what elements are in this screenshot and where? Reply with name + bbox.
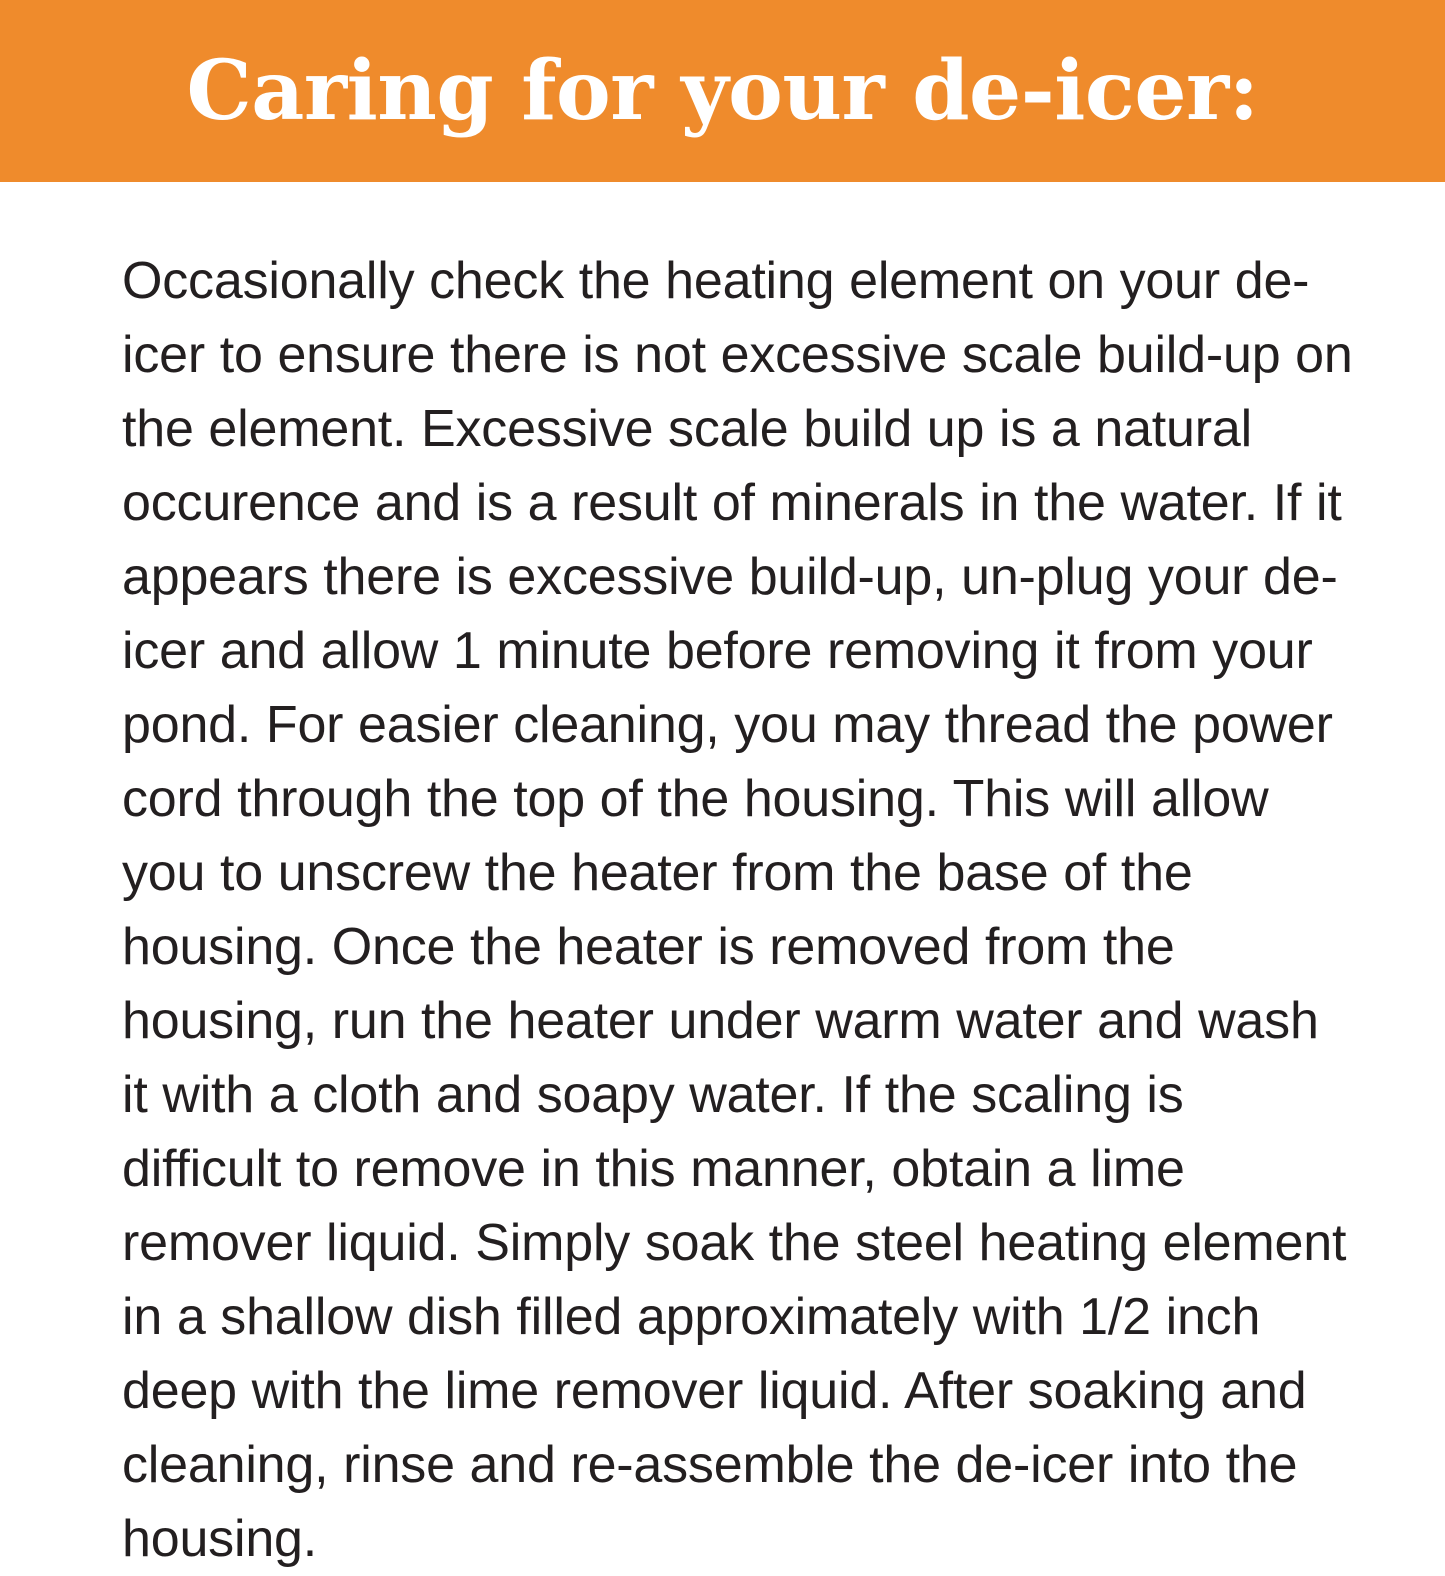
care-instructions-paragraph: Occasionally check the heating element on your de-icer to ensure there is not excessive scale build-up on the element. Excessive scale build up is a natural occurence and is a result of minerals in the water. If it appears there is excessive build-up, un-plug your de-icer and allow 1 minute before removing it from your pond. For easier cleaning, you may thread the power cord through the top of the housing. This will allow you to unscrew the heater from the base of the housing. Once the heater is removed from the housing, run the heater under warm water and wash it with a cloth and soapy water. If the scaling is difficult to remove in this manner, obtain a lime remover liquid. Simply soak the steel heating element in a shallow dish filled approximately with 1/2 inch deep with the lime remover liquid. After soaking and cleaning, rinse and re-assemble the de-icer into the housing. <box>122 252 1353 1568</box>
body-content <box>0 182 1445 1568</box>
page-title: Caring for your de-icer: <box>186 43 1259 139</box>
header-banner <box>0 0 1445 182</box>
